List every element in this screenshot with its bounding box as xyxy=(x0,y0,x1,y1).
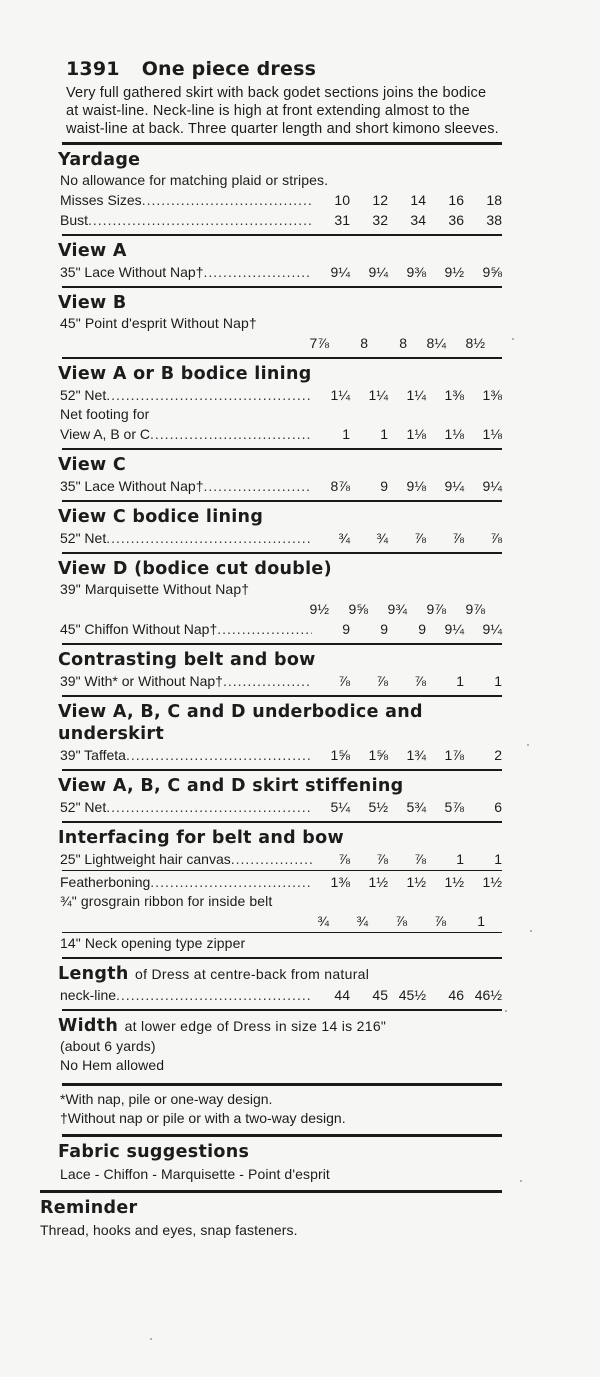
yardage-cell: 9 xyxy=(342,621,350,637)
fabric-label: 52" Net xyxy=(60,530,107,546)
yardage-cell: 9⅝ xyxy=(482,264,502,280)
fabric-label: 39" With* or Without Nap† xyxy=(60,673,223,689)
length-cell: 46½ xyxy=(474,987,502,1003)
yardage-cell: 1 xyxy=(494,851,502,867)
yardage-cell: 1⅞ xyxy=(444,747,464,763)
canvas-row xyxy=(60,849,502,869)
yardage-cell: ⅞ xyxy=(338,851,350,867)
fabric-label: 39" Taffeta xyxy=(60,747,126,763)
yardage-cell: ¾ xyxy=(376,530,388,546)
fabric-label: 45" Chiffon Without Nap† xyxy=(60,621,218,637)
bust-cell: 36 xyxy=(448,212,464,228)
fabric-label: 25" Lightweight hair canvas xyxy=(60,851,231,867)
length-cell: 45 xyxy=(372,987,388,1003)
size-cell: 14 xyxy=(410,192,426,208)
chiffon-row xyxy=(60,619,502,639)
yardage-cell: 5⅞ xyxy=(444,799,464,815)
fabric-label: View A, B or C xyxy=(60,426,151,442)
yardage-cell: 9½ xyxy=(444,264,464,280)
yardage-cell: 9½ xyxy=(309,601,329,617)
divider xyxy=(62,552,502,554)
fabric-label: 35" Lace Without Nap† xyxy=(60,264,204,280)
marquisette-row xyxy=(60,599,502,619)
yardage-cell: 1½ xyxy=(482,874,502,890)
yardage-cell: ⅞ xyxy=(414,530,426,546)
bust-cell: 31 xyxy=(334,212,350,228)
yardage-cell: 1⅝ xyxy=(368,747,388,763)
divider xyxy=(62,142,502,145)
yardage-note: No allowance for matching plaid or stripes. xyxy=(60,172,329,188)
divider xyxy=(62,357,502,359)
yardage-cell: 1½ xyxy=(444,874,464,890)
length-label: Length xyxy=(58,964,129,984)
view-b-label: 45" Point d'esprit Without Nap† xyxy=(60,315,257,331)
divider xyxy=(62,286,502,288)
width-yards: (about 6 yards) xyxy=(60,1038,156,1054)
view-c-heading: View C xyxy=(58,455,127,475)
yardage-cell: ¾ xyxy=(317,913,329,929)
yardage-cell: 9⅝ xyxy=(348,601,368,617)
divider xyxy=(62,643,502,645)
yardage-cell: 9 xyxy=(380,478,388,494)
bust-row xyxy=(60,210,502,230)
reminder-heading: Reminder xyxy=(40,1198,138,1218)
divider xyxy=(62,957,502,959)
view-b-heading: View B xyxy=(58,293,127,313)
view-c-lining-heading: View C bodice lining xyxy=(58,507,264,527)
fabric-label: 52" Net xyxy=(60,387,107,403)
yardage-cell: 9¼ xyxy=(482,621,502,637)
yardage-cell: 8½ xyxy=(465,335,485,351)
yardage-cell: 8 xyxy=(399,335,407,351)
yardage-cell: ⅞ xyxy=(414,851,426,867)
length-row xyxy=(60,985,502,1005)
yardage-cell: 1⅝ xyxy=(330,747,350,763)
view-c-lining-row xyxy=(60,528,502,548)
yardage-cell: 1⅜ xyxy=(330,874,350,890)
yardage-cell: 9¼ xyxy=(330,264,350,280)
yardage-heading: Yardage xyxy=(58,150,141,170)
size-cell: 10 xyxy=(334,192,350,208)
length-cell: 45½ xyxy=(398,987,426,1003)
divider xyxy=(62,1009,502,1011)
divider xyxy=(40,1190,502,1193)
marquisette-label: 39" Marquisette Without Nap† xyxy=(60,581,250,597)
yardage-cell: 1¼ xyxy=(406,387,426,403)
yardage-cell: 5½ xyxy=(368,799,388,815)
yardage-cell: 1½ xyxy=(368,874,388,890)
yardage-cell: 9¼ xyxy=(482,478,502,494)
footnotes xyxy=(60,1090,502,1128)
size-cell: 18 xyxy=(486,192,502,208)
pattern-number: 1391 xyxy=(66,58,120,80)
yardage-cell: 5¾ xyxy=(406,799,426,815)
featherboning-row xyxy=(60,872,502,892)
yardage-cell: ⅞ xyxy=(376,851,388,867)
yardage-cell: 1⅜ xyxy=(444,387,464,403)
yardage-cell: 1¼ xyxy=(330,387,350,403)
yardage-cell: 9 xyxy=(380,621,388,637)
length-cell: 44 xyxy=(334,987,350,1003)
yardage-cell: 1½ xyxy=(406,874,426,890)
yardage-cell: 9¼ xyxy=(368,264,388,280)
yardage-cell: 9⅞ xyxy=(465,601,485,617)
pattern-description: Very full gathered skirt with back godet sections joins the bodice at waist-line. Neck-line is high at front extending almost to the waist-line at back. Three quarter length and short kimono sleeves. xyxy=(66,85,499,137)
yardage-cell: 1⅛ xyxy=(482,426,502,442)
yardage-cell: 9¼ xyxy=(444,621,464,637)
length-text: of Dress at centre-back from natural xyxy=(135,966,370,982)
sizes-label: Misses Sizes xyxy=(60,192,142,208)
length-heading xyxy=(58,963,502,985)
bust-cell: 32 xyxy=(372,212,388,228)
yardage-cell: 8 xyxy=(360,335,368,351)
yardage-cell: 6 xyxy=(494,799,502,815)
divider xyxy=(62,1083,502,1086)
taffeta-row xyxy=(60,745,502,765)
fabric-label: Featherboning xyxy=(60,874,151,890)
yardage-cell: ⅞ xyxy=(338,673,350,689)
yardage-cell: ¾ xyxy=(338,530,350,546)
yardage-cell: 9¾ xyxy=(387,601,407,617)
divider xyxy=(62,870,502,871)
yardage-cell: 1 xyxy=(494,673,502,689)
yardage-cell: 1 xyxy=(456,851,464,867)
size-cell: 12 xyxy=(372,192,388,208)
yardage-cell: 1 xyxy=(380,426,388,442)
footnote-star: *With nap, pile or one-way design. xyxy=(60,1091,273,1107)
view-b-row xyxy=(60,333,502,353)
stiffening-heading: View A, B, C and D skirt stiffening xyxy=(58,776,404,796)
yardage-cell: ⅞ xyxy=(395,913,407,929)
fabric-suggestions-heading: Fabric suggestions xyxy=(58,1142,250,1162)
bust-label: Bust xyxy=(60,212,89,228)
divider xyxy=(62,1134,502,1137)
zipper-note: 14" Neck opening type zipper xyxy=(60,935,246,951)
yardage-cell: 7⅞ xyxy=(309,335,329,351)
yardage-cell: 1¼ xyxy=(368,387,388,403)
pattern-name: One piece dress xyxy=(141,58,317,80)
divider xyxy=(62,821,502,823)
yardage-cell: 1⅜ xyxy=(482,387,502,403)
width-text: at lower edge of Dress in size 14 is 216" xyxy=(124,1018,387,1034)
fabric-suggestions-text: Lace - Chiffon - Marquisette - Point d'esprit xyxy=(60,1166,330,1182)
divider xyxy=(62,500,502,502)
yardage-cell: 1⅛ xyxy=(406,426,426,442)
ribbon-label: ¾" grosgrain ribbon for inside belt xyxy=(60,893,273,909)
divider xyxy=(62,695,502,697)
view-a-heading: View A xyxy=(58,241,127,261)
net-footing-label: Net footing for xyxy=(60,406,150,422)
view-ab-net-row xyxy=(60,385,502,405)
belt-row xyxy=(60,671,502,691)
width-label: Width xyxy=(58,1016,119,1036)
fabric-label: neck-line xyxy=(60,987,117,1003)
yardage-cell: 9⅜ xyxy=(406,264,426,280)
footnote-dagger: †Without nap or pile or with a two-way design. xyxy=(60,1110,346,1126)
divider xyxy=(62,769,502,771)
yardage-cell: 1 xyxy=(342,426,350,442)
pattern-title xyxy=(66,58,502,80)
interfacing-heading: Interfacing for belt and bow xyxy=(58,828,344,848)
belt-heading: Contrasting belt and bow xyxy=(58,650,316,670)
yardage-cell: 1¾ xyxy=(406,747,426,763)
yardage-cell: ¾ xyxy=(356,913,368,929)
view-d-heading: View D (bodice cut double) xyxy=(58,559,332,579)
yardage-cell: 1 xyxy=(477,913,485,929)
yardage-cell: 8¼ xyxy=(426,335,446,351)
yardage-cell: ⅞ xyxy=(434,913,446,929)
reminder-text: Thread, hooks and eyes, snap fasteners. xyxy=(40,1222,298,1238)
underbodice-heading: View A, B, C and D underbodice and underskirt xyxy=(58,702,423,744)
yardage-cell: 1 xyxy=(456,673,464,689)
yardage-cell: 9¼ xyxy=(444,478,464,494)
divider xyxy=(62,932,502,933)
size-cell: 16 xyxy=(448,192,464,208)
bust-cell: 34 xyxy=(410,212,426,228)
fabric-label: 52" Net xyxy=(60,799,107,815)
view-c-row xyxy=(60,476,502,496)
stiffening-row xyxy=(60,797,502,817)
yardage-cell: ⅞ xyxy=(376,673,388,689)
yardage-cell: 2 xyxy=(494,747,502,763)
yardage-cell: 9⅞ xyxy=(426,601,446,617)
fabric-label: 35" Lace Without Nap† xyxy=(60,478,204,494)
divider xyxy=(62,234,502,236)
view-a-row xyxy=(60,262,502,282)
divider xyxy=(62,448,502,450)
bust-cell: 38 xyxy=(486,212,502,228)
yardage-cell: 8⅞ xyxy=(330,478,350,494)
yardage-cell: ⅞ xyxy=(452,530,464,546)
sizes-row xyxy=(60,190,502,210)
net-footing-row xyxy=(60,424,502,444)
width-heading xyxy=(58,1015,502,1037)
yardage-cell: 5¼ xyxy=(330,799,350,815)
yardage-cell: ⅞ xyxy=(490,530,502,546)
hem-note: No Hem allowed xyxy=(60,1057,165,1073)
yardage-cell: 1⅛ xyxy=(444,426,464,442)
view-ab-lining-heading: View A or B bodice lining xyxy=(58,364,312,384)
yardage-cell: ⅞ xyxy=(414,673,426,689)
length-cell: 46 xyxy=(448,987,464,1003)
yardage-chart xyxy=(40,58,502,1240)
yardage-cell: 9 xyxy=(418,621,426,637)
yardage-cell: 9⅛ xyxy=(406,478,426,494)
ribbon-row xyxy=(60,911,502,931)
